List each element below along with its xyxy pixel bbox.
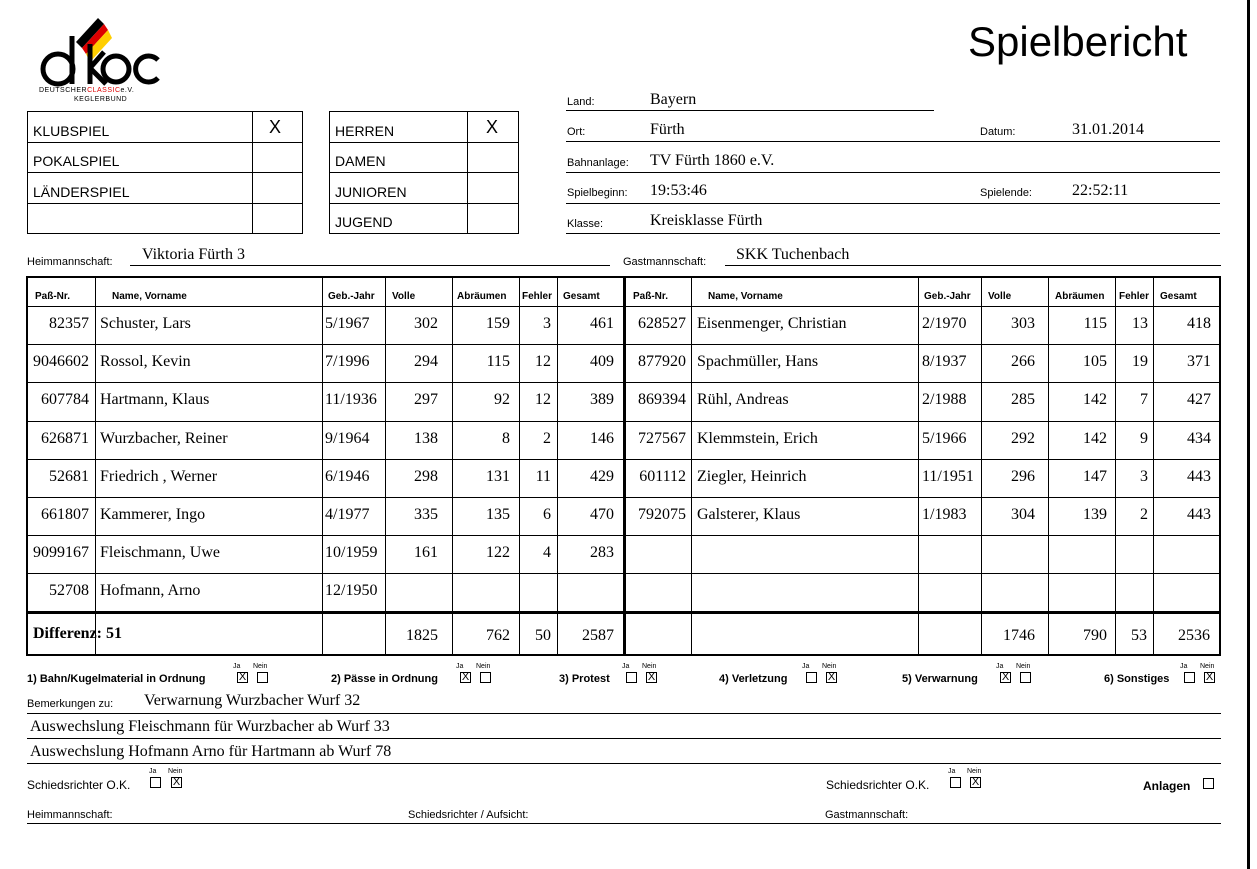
guest-total-abr: 790 [1083,627,1107,644]
home-player-abr: 122 [486,544,510,561]
home-player-fehler: 4 [543,544,551,561]
dkbc-logo [34,16,164,110]
logo-line1-a: DEUTSCHER [39,87,88,94]
guest-player-gesamt: 418 [1187,315,1211,332]
check-ja-checkbox-5[interactable]: X [1001,671,1010,683]
guest-total-fehler: 53 [1131,627,1147,644]
spielbeginn-value: 19:53:46 [650,182,707,199]
home-player-pass: 626871 [41,430,89,447]
th-guest-pass: Paß-Nr. [633,291,669,302]
home-player-fehler: 12 [535,391,551,408]
home-player-gesamt: 470 [590,506,614,523]
check-nein-label-5: Nein [1016,663,1031,670]
home-player-volle: 161 [414,544,438,561]
page-title: Spielbericht [968,18,1188,65]
home-total-abr: 762 [486,627,510,644]
guest-player-abr: 147 [1083,468,1107,485]
land-label: Land: [567,96,595,108]
guest-player-name: Spachmüller, Hans [697,353,819,370]
guest-player-fehler: 2 [1140,506,1148,523]
guest-player-abr: 142 [1083,430,1107,447]
logo-line1-b: CLASSIC [87,87,121,94]
home-player-name: Wurzbacher, Reiner [100,430,228,447]
check-ja-label-6: Ja [1180,663,1188,670]
home-player-fehler: 12 [535,353,551,370]
check-ja-checkbox-3[interactable] [626,672,637,683]
home-player-name: Schuster, Lars [100,315,191,332]
home-player-volle: 138 [414,430,438,447]
guest-player-abr: 142 [1083,391,1107,408]
logo-line2: KEGLERBUND [74,96,128,103]
check-ja-checkbox-1[interactable]: X [238,671,247,683]
datum-value: 31.01.2014 [1072,121,1144,138]
home-player-name: Hartmann, Klaus [100,391,210,408]
guest-player-pass: 792075 [638,506,686,523]
th-guest-volle: Volle [988,291,1012,302]
home-player-abr: 8 [502,430,510,447]
th-home-fehler: Fehler [522,291,553,302]
home-player-geb: 10/1959 [325,544,378,561]
ort-label: Ort: [567,126,586,138]
check-label-6: 6) Sonstiges [1104,673,1170,685]
guest-player-geb: 5/1966 [922,430,967,447]
home-player-pass: 9099167 [33,544,89,561]
check-ja-label-1: Ja [233,663,241,670]
differenz: Differenz: 51 [33,625,122,642]
home-player-fehler: 3 [543,315,551,332]
guest-player-abr: 139 [1083,506,1107,523]
th-guest-geb: Geb.-Jahr [924,291,971,302]
spielart-klubspiel: KLUBSPIEL [33,123,110,139]
home-player-fehler: 2 [543,430,551,447]
home-player-pass: 9046602 [33,353,89,370]
check-nein-checkbox-3[interactable]: X [647,671,656,683]
home-player-abr: 92 [494,391,510,408]
sign-gast-label: Gastmannschaft: [825,809,909,821]
guest-player-fehler: 13 [1132,315,1148,332]
guest-player-gesamt: 443 [1187,506,1211,523]
check-nein-label-4: Nein [822,663,837,670]
check-label-2: 2) Pässe in Ordnung [331,673,438,685]
sign-schiri-label: Schiedsrichter / Aufsicht: [408,809,529,821]
home-player-gesamt: 429 [590,468,614,485]
klassentyp-jugend: JUGEND [335,214,393,230]
check-label-1: 1) Bahn/Kugelmaterial in Ordnung [27,673,206,685]
check-nein-label-6: Nein [1200,663,1215,670]
schiri-left-nein-label: Nein [168,768,183,775]
bemerkung-1: Auswechslung Fleischmann für Wurzbacher ab Wurf 33 [30,718,390,735]
th-home-pass: Paß-Nr. [35,291,71,302]
schiri-left-ja-label: Ja [149,768,157,775]
logo-line1 [39,87,134,94]
check-ja-label-2: Ja [456,663,464,670]
guest-player-gesamt: 427 [1187,391,1211,408]
datum-label: Datum: [980,126,1016,138]
guest-player-volle: 304 [1011,506,1035,523]
klassentyp-junioren: JUNIOREN [335,184,407,200]
guest-player-name: Eisenmenger, Christian [697,315,847,332]
th-guest-fehler: Fehler [1119,291,1150,302]
check-label-5: 5) Verwarnung [902,673,978,685]
guest-player-fehler: 3 [1140,468,1148,485]
check-nein-label-1: Nein [253,663,268,670]
home-player-volle: 294 [414,353,438,370]
guest-player-geb: 2/1988 [922,391,967,408]
spielart-box [27,111,303,234]
home-player-fehler: 6 [543,506,551,523]
th-guest-abr: Abräumen [1055,291,1105,302]
bahnanlage-value: TV Fürth 1860 e.V. [650,152,775,169]
home-player-pass: 52681 [49,468,89,485]
guest-player-pass: 628527 [638,315,686,332]
home-player-geb: 6/1946 [325,468,370,485]
guest-player-fehler: 7 [1140,391,1148,408]
home-player-gesamt: 283 [590,544,614,561]
guest-player-volle: 296 [1011,468,1035,485]
land-value: Bayern [650,91,697,108]
check-label-4: 4) Verletzung [719,673,788,685]
schiri-right-nein-checkbox[interactable]: X [971,776,980,788]
guest-player-volle: 266 [1011,353,1035,370]
klassentyp-damen: DAMEN [335,153,386,169]
home-player-pass: 82357 [49,315,89,332]
guest-player-fehler: 19 [1132,353,1148,370]
results-table [26,276,1221,656]
home-player-gesamt: 146 [590,430,614,447]
check-nein-label-2: Nein [476,663,491,670]
check-nein-checkbox-2[interactable] [480,672,491,683]
th-home-volle: Volle [392,291,416,302]
anlagen-label: Anlagen [1143,779,1191,793]
guest-player-volle: 303 [1011,315,1035,332]
th-guest-gesamt: Gesamt [1160,291,1197,302]
klassentyp-mark-0: X [486,117,499,137]
guest-player-pass: 869394 [638,391,686,408]
home-player-abr: 159 [486,315,510,332]
check-ja-checkbox-2[interactable]: X [461,671,470,683]
anlagen-checkbox[interactable] [1203,778,1214,789]
klasse-label: Klasse: [567,218,604,230]
home-player-geb: 4/1977 [325,506,370,523]
home-player-pass: 52708 [49,582,89,599]
home-player-name: Hofmann, Arno [100,582,201,599]
home-player-name: Kammerer, Ingo [100,506,206,523]
home-player-gesamt: 461 [590,315,614,332]
home-player-pass: 661807 [41,506,89,523]
home-player-gesamt: 409 [590,353,614,370]
guest-player-gesamt: 443 [1187,468,1211,485]
home-player-abr: 115 [486,353,510,370]
guest-player-volle: 292 [1011,430,1035,447]
check-label-3: 3) Protest [559,673,610,685]
spielende-label: Spielende: [980,187,1032,199]
guest-player-gesamt: 434 [1187,430,1211,447]
schiri-right-label: Schiedsrichter O.K. [826,778,930,792]
guest-player-fehler: 9 [1140,430,1148,447]
check-nein-checkbox-6[interactable]: X [1205,671,1214,683]
guest-player-pass: 727567 [638,430,686,447]
check-ja-label-3: Ja [622,663,630,670]
schiri-left-label: Schiedsrichter O.K. [27,778,131,792]
heim-label: Heimmannschaft: [27,256,113,268]
home-player-volle: 302 [414,315,438,332]
guest-player-geb: 2/1970 [922,315,967,332]
heim-value: Viktoria Fürth 3 [142,246,246,263]
schiri-right-ja-checkbox[interactable] [950,777,961,788]
guest-player-name: Rühl, Andreas [697,391,789,408]
spielbeginn-label: Spielbeginn: [567,187,628,199]
guest-player-geb: 11/1951 [922,468,974,485]
home-total-gesamt: 2587 [582,627,614,644]
spielende-value: 22:52:11 [1072,182,1129,199]
home-player-name: Rossol, Kevin [100,353,191,370]
home-player-geb: 9/1964 [325,430,370,447]
schiri-left-ja-checkbox[interactable] [150,777,161,788]
home-player-geb: 12/1950 [325,582,378,599]
home-player-volle: 298 [414,468,438,485]
klassentyp-box [329,111,519,234]
logo-line1-c: e.V. [120,87,135,94]
ort-value: Fürth [650,121,685,138]
klasse-value: Kreisklasse Fürth [650,212,763,229]
page-edge [1247,0,1250,869]
guest-player-gesamt: 371 [1187,353,1211,370]
schiri-left-nein-checkbox[interactable]: X [172,776,181,788]
home-player-pass: 607784 [41,391,89,408]
guest-player-name: Galsterer, Klaus [697,506,801,523]
home-player-gesamt: 389 [590,391,614,408]
guest-player-geb: 8/1937 [922,353,967,370]
klassentyp-herren: HERREN [335,123,395,139]
home-player-name: Fleischmann, Uwe [100,544,220,561]
guest-player-name: Ziegler, Heinrich [697,468,807,485]
th-home-abr: Abräumen [457,291,507,302]
home-total-fehler: 50 [535,627,551,644]
th-guest-name: Name, Vorname [708,291,783,302]
home-total-volle: 1825 [406,627,438,644]
bemerkungen-label: Bemerkungen zu: [27,698,114,710]
guest-player-abr: 115 [1083,315,1107,332]
guest-player-abr: 105 [1083,353,1107,370]
guest-player-pass: 601112 [639,468,686,485]
guest-player-name: Klemmstein, Erich [697,430,818,447]
home-player-abr: 131 [486,468,510,485]
gast-value: SKK Tuchenbach [736,246,850,263]
check-ja-label-5: Ja [996,663,1004,670]
sign-heim-label: Heimmannschaft: [27,809,113,821]
home-player-volle: 335 [414,506,438,523]
home-player-geb: 11/1936 [325,391,377,408]
home-player-geb: 7/1996 [325,353,370,370]
home-player-name: Friedrich , Werner [100,468,218,485]
check-ja-checkbox-4[interactable] [806,672,817,683]
schiri-right-nein-label: Nein [967,768,982,775]
check-nein-checkbox-4[interactable]: X [827,671,836,683]
spielart-mark-0: X [269,117,282,137]
bemerkung-0: Verwarnung Wurzbacher Wurf 32 [144,692,361,709]
spielart-laenderspiel: LÄNDERSPIEL [33,184,130,200]
home-player-fehler: 11 [535,468,551,485]
check-ja-label-4: Ja [802,663,810,670]
guest-total-gesamt: 2536 [1178,627,1210,644]
check-nein-label-3: Nein [642,663,657,670]
guest-player-geb: 1/1983 [922,506,967,523]
th-home-geb: Geb.-Jahr [328,291,375,302]
gast-label: Gastmannschaft: [623,256,707,268]
guest-total-volle: 1746 [1003,627,1035,644]
check-nein-checkbox-1[interactable] [257,672,268,683]
th-home-name: Name, Vorname [112,291,187,302]
home-player-geb: 5/1967 [325,315,370,332]
guest-player-pass: 877920 [638,353,686,370]
home-player-volle: 297 [414,391,438,408]
schiri-right-ja-label: Ja [948,768,956,775]
th-home-gesamt: Gesamt [563,291,600,302]
bemerkung-2: Auswechslung Hofmann Arno für Hartmann ab Wurf 78 [30,743,392,760]
spielart-pokalspiel: POKALSPIEL [33,153,120,169]
home-player-abr: 135 [486,506,510,523]
check-ja-checkbox-6[interactable] [1184,672,1195,683]
check-nein-checkbox-5[interactable] [1020,672,1031,683]
bahnanlage-label: Bahnanlage: [567,157,629,169]
guest-player-volle: 285 [1011,391,1035,408]
